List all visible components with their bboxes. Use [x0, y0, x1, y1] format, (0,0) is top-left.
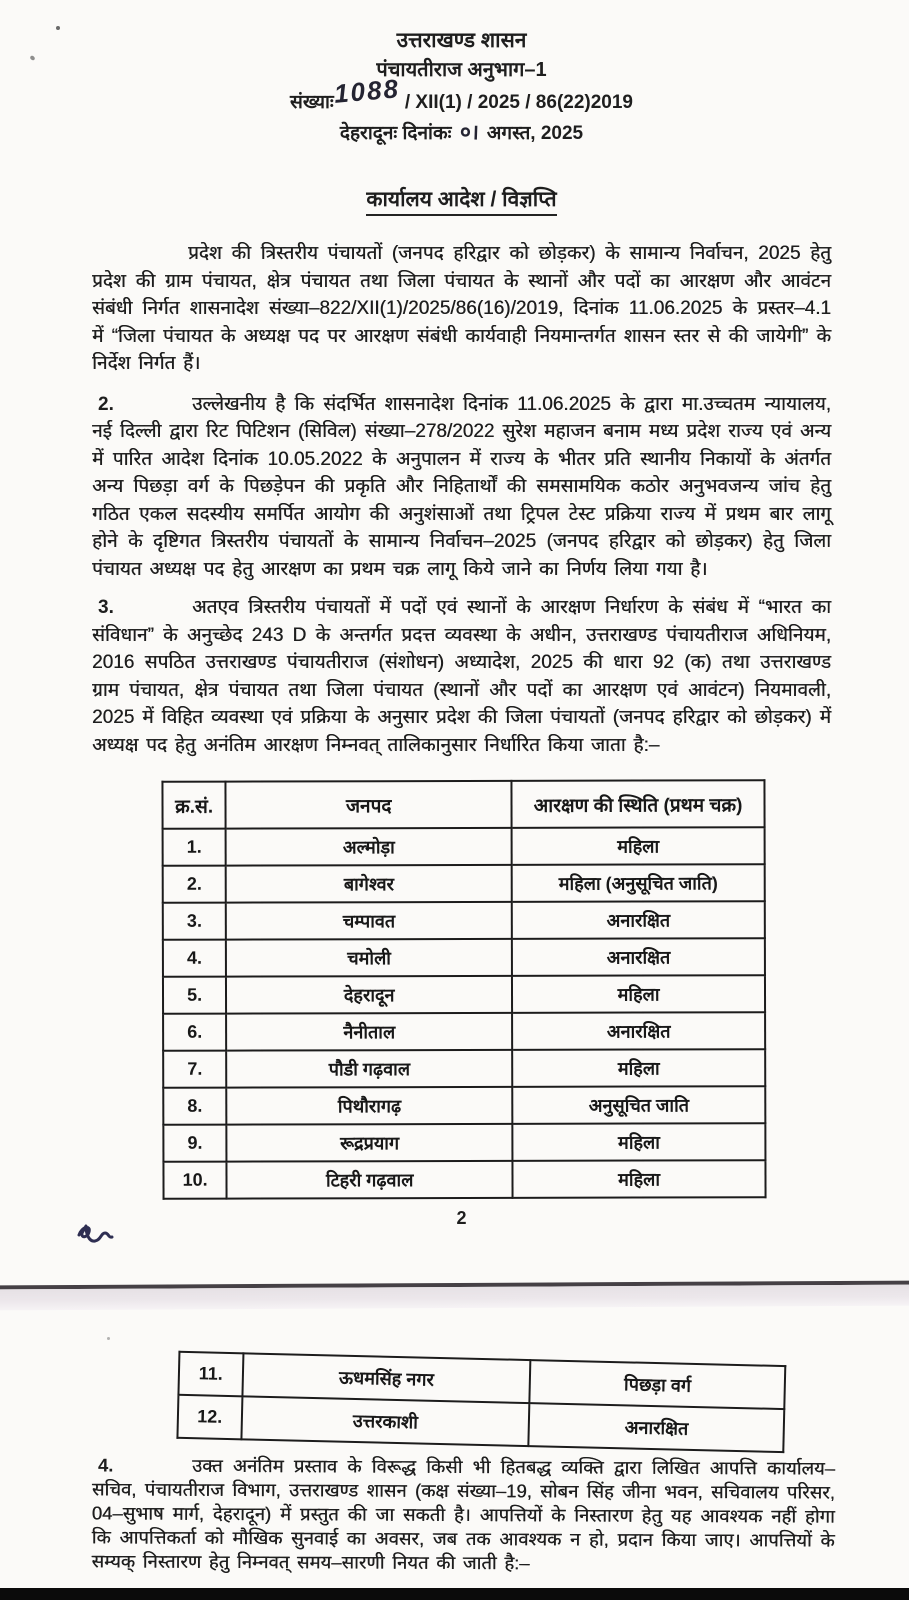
letter-number-label: संख्याः [289, 92, 334, 113]
table-row [163, 864, 765, 903]
cell-district: टिहरी गढ़वाल [227, 1161, 513, 1199]
cell-reservation: अनारक्षित [529, 1403, 784, 1452]
table-row [163, 938, 765, 977]
paper-speck [107, 1337, 110, 1340]
paragraph-number: 4. [97, 1454, 114, 1476]
cell-serial: 8. [163, 1088, 226, 1125]
cell-reservation: महिला (अनुसूचित जाति) [512, 864, 765, 902]
scan-bottom-black-bar [0, 1588, 909, 1600]
page-2-content [0, 1350, 909, 1576]
page-edge-shadow [0, 1285, 909, 1311]
place-date-label: देहरादूनः दिनांकः [339, 123, 452, 144]
cell-district: देहरादून [226, 976, 512, 1014]
handwritten-date: ०। [459, 120, 479, 145]
paragraph-number: 2. [98, 393, 114, 415]
handwritten-initials-squiggle [72, 1218, 124, 1258]
paragraph-text: उल्लेखनीय है कि संदर्भित शासनादेश दिनांक 11.06.2025 के द्वारा मा.उच्चतम न्यायालय, नई दिल्ली द्वारा रिट पिटिशन (सिविल) संख्या–278/2022 सुरेश महाजन बनाम मध्य प्रदेश राज्य एवं अन्य में पारित आदेश दिनांक 10.05.2022 के अनुपालन में राज्य के भीतर प्रति स्थानीय निकायों के अंतर्गत अन्य पिछड़ा वर्ग के पिछड़ेपन की प्रकृति और निहितार्थों की समसामयिक कठोर अनुभवजन्य जांच हेतु गठित एकल सदस्यीय समर्पित आयोग की अनुशंसाओं तथा ट्रिपल टेस्ट प्रक्रिया राज्य में प्रथम बार लागू होने के दृष्टिगत त्रिस्तरीय पंचायतों के सामान्य निर्वाचन–2025 (जनपद हरिद्वार को छोड़कर) हेतु जिला पंचायत अध्यक्ष पद हेतु आरक्षण का प्रथम चक्र लागू किये जाने का निर्णय लिया गया है। [92, 393, 831, 580]
cell-serial: 12. [177, 1395, 242, 1439]
column-header-district: जनपद [226, 781, 512, 829]
cell-reservation: महिला [512, 1049, 765, 1087]
handwritten-letter-number: 1088 [332, 73, 401, 109]
cell-serial: 9. [163, 1125, 226, 1162]
cell-serial: 2. [163, 866, 226, 903]
paragraph-3 [92, 594, 831, 759]
paragraph-text: अतएव त्रिस्तरीय पंचायतों में पदों एवं स्थानों के आरक्षण निर्धारण के संबंध में “भारत का संविधान” के अनुच्छेद 243 D के अन्तर्गत प्रदत्त व्यवस्था के अधीन, उत्तराखण्ड पंचायतीराज अधिनियम, 2016 सपठित उत्तराखण्ड पंचायतीराज (संशोधन) अध्यादेश, 2025 की धारा 92 (क) तथा उत्तराखण्ड ग्राम पंचायत, क्षेत्र पंचायत तथा जिला पंचायत (स्थानों और पदों का आरक्षण एवं आवंटन) नियमावली, 2025 में विहित व्यवस्था एवं प्रक्रिया के अनुसार प्रदेश की जिला पंचायतों (जनपद हरिद्वार को छोड़कर) में अध्यक्ष पद हेतु अनंतिम आरक्षण निम्नवत् तालिकानुसार निर्धारित किया जाता है:– [92, 597, 831, 756]
cell-district: चम्पावत [226, 902, 512, 940]
cell-serial: 4. [163, 940, 226, 977]
cell-district: ऊधमसिंह नगर [242, 1353, 531, 1403]
place-date-line [92, 118, 831, 148]
cell-reservation: पिछड़ा वर्ग [530, 1360, 785, 1409]
cell-district: अल्मोड़ा [226, 828, 512, 866]
paragraph-2 [92, 391, 831, 584]
paragraph-1: प्रदेश की त्रिस्तरीय पंचायतों (जनपद हरिद्वार को छोड़कर) के सामान्य निर्वाचन, 2025 हेतु प्रदेश की ग्राम पंचायत, क्षेत्र पंचायत तथा जिला पंचायत के स्थानों और पदों का आरक्षण और आवंटन संबंधी निर्गत शासनादेश संख्या–822/XII(1)/2025/86(16)/2019, दिनांक 11.06.2025 के प्रस्तर–4.1 में “जिला पंचायत के अध्यक्ष पद पर आरक्षण संबंधी कार्यवाही नियमान्तर्गत शासन स्तर से की जायेगी” के निर्देश निर्गत हैं। [92, 243, 831, 374]
cell-reservation: महिला [512, 1123, 765, 1161]
cell-reservation: महिला [512, 827, 765, 865]
cell-reservation: अनुसूचित जाति [512, 1086, 765, 1124]
cell-district: पिथौरागढ़ [226, 1087, 512, 1125]
cell-district: रूद्रप्रयाग [227, 1124, 513, 1162]
cell-serial: 10. [163, 1162, 226, 1199]
cell-serial: 6. [163, 1014, 226, 1051]
paragraph-number: 3. [98, 597, 114, 618]
cell-reservation: अनारक्षित [512, 901, 765, 939]
table-row [163, 1123, 765, 1162]
cell-district: उत्तरकाशी [241, 1396, 530, 1446]
table-row [163, 827, 765, 866]
cell-reservation: महिला [513, 1160, 766, 1198]
page-number: 2 [456, 1208, 467, 1228]
letter-number-rest: / XII(1) / 2025 / 86(22)2019 [404, 92, 633, 113]
cell-serial: 1. [163, 829, 226, 866]
cell-reservation: अनारक्षित [512, 1012, 765, 1050]
cell-reservation: महिला [512, 975, 765, 1013]
cell-reservation: अनारक्षित [512, 938, 765, 976]
reservation-table-page2 [176, 1351, 786, 1453]
date-rest: अगस्त, 2025 [486, 123, 584, 144]
reservation-table-page1 [161, 779, 766, 1200]
page-break-band [0, 1281, 909, 1311]
document-title: कार्यालय आदेश / विज्ञप्ति [92, 185, 831, 213]
table-row [163, 1049, 765, 1088]
table-row [163, 901, 765, 940]
cell-serial: 11. [178, 1352, 243, 1396]
cell-serial: 5. [163, 977, 226, 1014]
paragraph-text: उक्त अनंतिम प्रस्ताव के विरूद्ध किसी भी हितबद्ध व्यक्ति द्वारा लिखित आपत्ति कार्यालय–सचिव, पंचायतीराज विभाग, उत्तराखण्ड शासन (कक्ष संख्या–19, सोबन सिंह जीना भवन, सचिवालय परिसर, 04–सुभाष मार्ग, देहरादून) में प्रस्तुत की जा सकती है। आपत्तियों के निस्तारण हेतु यह आवश्यक नहीं होगा कि आपत्तिकर्ता को मौखिक सुनवाई का अवसर, जब तक आवश्यक न हो, प्रदान किया जाए। आपत्तियों के सम्यक् निस्तारण हेतु निम्नवत् समय–सारणी नियत की जाती है:– [91, 1454, 836, 1573]
table-row [163, 1086, 765, 1125]
cell-district: नैनीताल [226, 1013, 512, 1051]
table-header-row [162, 780, 764, 829]
letter-number-line [92, 73, 831, 118]
table-row [163, 1012, 765, 1051]
table-row [163, 975, 765, 1014]
table-row [163, 1160, 765, 1199]
organization-name: उत्तराखण्ड शासन [396, 29, 527, 52]
cell-district: पौडी गढ़वाल [226, 1050, 512, 1088]
cell-district: बागेश्वर [226, 865, 512, 903]
document-header [92, 26, 831, 148]
department-name: पंचायतीराज अनुभाग–1 [376, 59, 547, 81]
cell-serial: 3. [163, 903, 226, 940]
column-header-reservation: आरक्षण की स्थिति (प्रथम चक्र) [512, 780, 765, 828]
paragraph-4 [92, 1453, 836, 1576]
column-header-serial: क्र.सं. [162, 782, 225, 829]
cell-district: चमोली [226, 939, 512, 977]
cell-serial: 7. [163, 1051, 226, 1088]
